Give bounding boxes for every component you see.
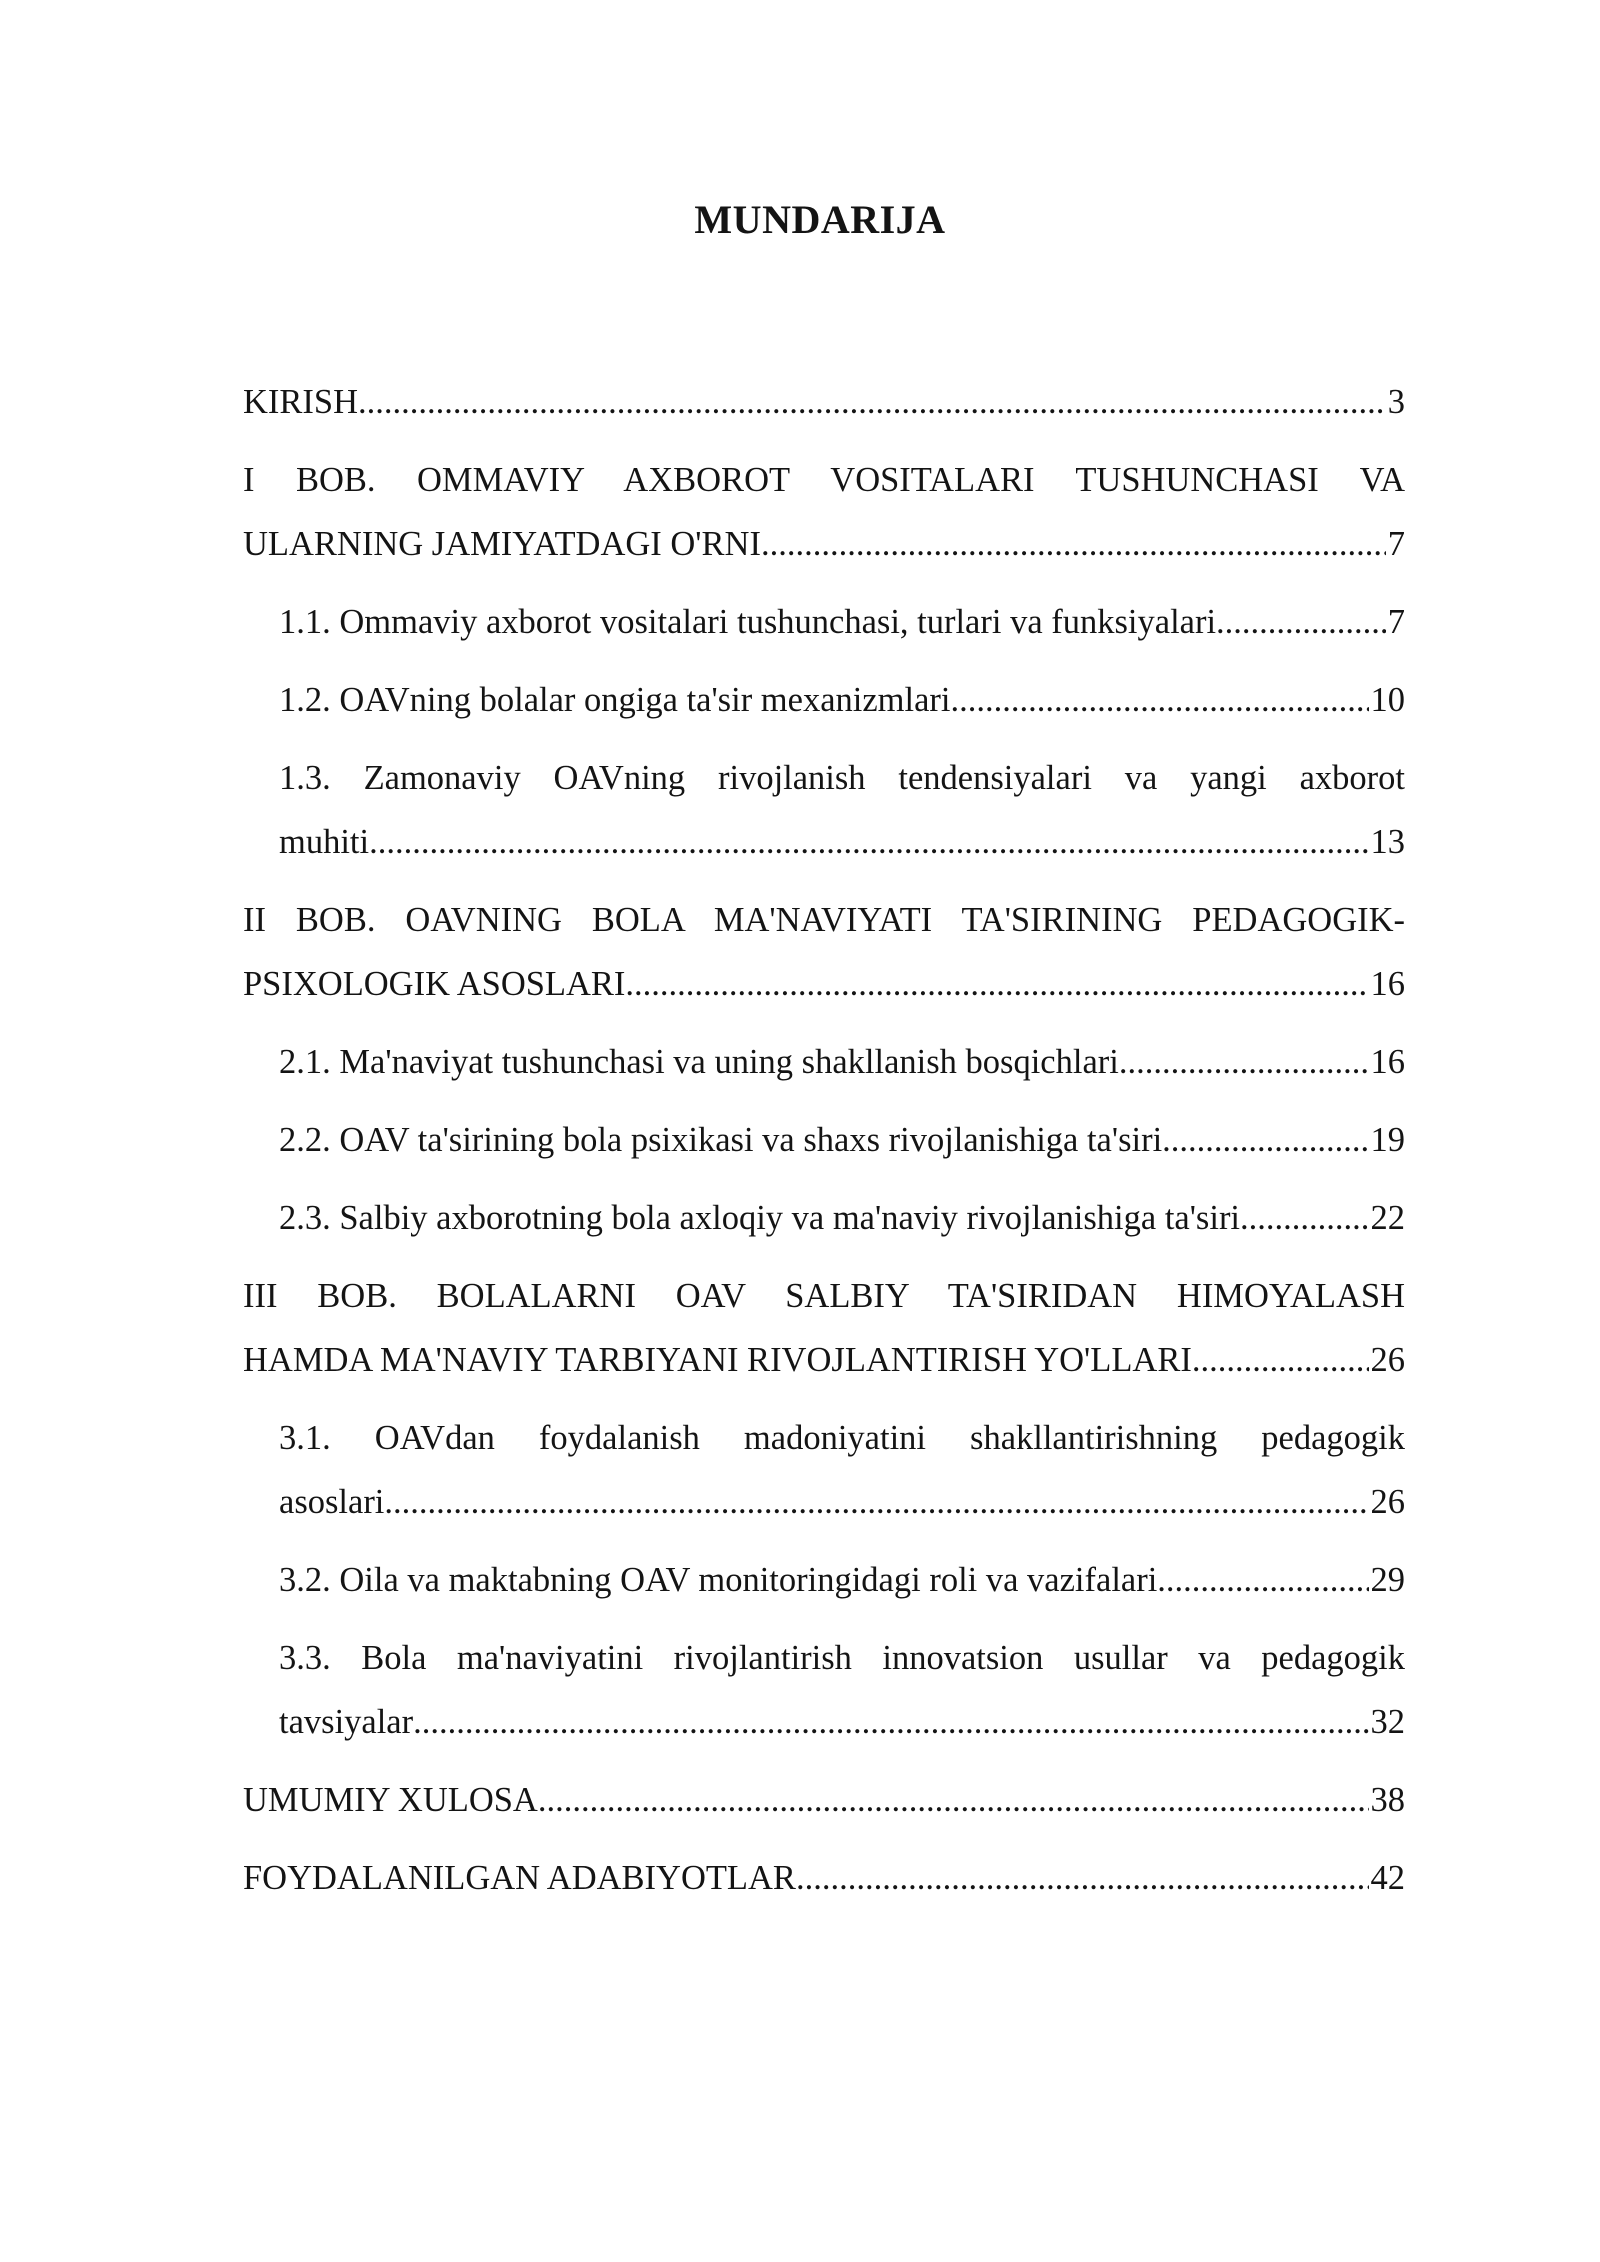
toc-entry-section-2-3[interactable] — [243, 1186, 1405, 1250]
toc-leader-dots — [1162, 1108, 1368, 1172]
toc-page-number: 29 — [1370, 1561, 1405, 1599]
toc-leader-dots — [1240, 1186, 1368, 1250]
toc-page-number: 19 — [1370, 1121, 1405, 1159]
toc-entry-kirish[interactable] — [243, 370, 1405, 434]
toc-leader-dots — [358, 370, 1386, 434]
toc-entry-references[interactable] — [243, 1846, 1405, 1910]
toc-entry-section-3-2[interactable] — [243, 1548, 1405, 1612]
toc-entry-title: HAMDA MA'NAVIY TARBIYANI RIVOJLANTIRISH YO'LLARI — [243, 1341, 1192, 1379]
toc-leader-dots — [796, 1846, 1369, 1910]
toc-page-number: 7 — [1387, 525, 1405, 563]
toc-entry-section-2-1[interactable] — [243, 1030, 1405, 1094]
toc-entry-title-line: I BOB. OMMAVIY AXBOROT VOSITALARI TUSHUNCHASI VA — [243, 461, 1405, 499]
toc-entry-title-line: II BOB. OAVNING BOLA MA'NAVIYATI TA'SIRINING PEDAGOGIK- — [243, 901, 1405, 939]
toc-entry-section-1-2[interactable] — [243, 668, 1405, 732]
toc-leader-dots — [1216, 590, 1386, 654]
toc-entry-section-1-3[interactable] — [243, 746, 1405, 874]
toc-entry-title: asoslari — [279, 1483, 385, 1521]
toc-entry-title: FOYDALANILGAN ADABIYOTLAR — [243, 1859, 796, 1897]
toc-entry-title: 1.1. Ommaviy axborot vositalari tushunchasi, turlari va funksiyalari — [279, 603, 1217, 641]
toc-entry-chapter-2[interactable] — [243, 888, 1405, 1016]
toc-leader-dots — [384, 1470, 1368, 1534]
toc-leader-dots — [950, 668, 1368, 732]
toc-page-number: 26 — [1370, 1483, 1405, 1521]
page-title: MUNDARIJA — [694, 197, 946, 242]
toc-leader-dots — [538, 1768, 1369, 1832]
toc-entry-title: KIRISH — [243, 383, 359, 421]
toc-leader-dots — [369, 810, 1368, 874]
toc-page-number: 13 — [1370, 823, 1405, 861]
toc-entry-chapter-3[interactable] — [243, 1264, 1405, 1392]
toc-page-number: 22 — [1370, 1199, 1405, 1237]
toc-leader-dots — [625, 952, 1368, 1016]
toc-page-number: 42 — [1370, 1859, 1405, 1897]
toc-page-number: 26 — [1370, 1341, 1405, 1379]
toc-page-number: 38 — [1370, 1781, 1405, 1819]
toc-entry-title: 2.2. OAV ta'sirining bola psixikasi va shaxs rivojlanishiga ta'siri — [279, 1121, 1163, 1159]
toc-entry-title: 1.2. OAVning bolalar ongiga ta'sir mexanizmlari — [279, 681, 951, 719]
toc-entry-title-line: 3.3. Bola ma'naviyatini rivojlantirish innovatsion usullar va pedagogik — [279, 1639, 1405, 1677]
toc-entry-title-line: 1.3. Zamonaviy OAVning rivojlanish tendensiyalari va yangi axborot — [279, 759, 1405, 797]
toc-leader-dots — [761, 512, 1386, 576]
toc-page-number: 16 — [1370, 1043, 1405, 1081]
toc-entry-title: tavsiyalar — [279, 1703, 414, 1741]
toc-leader-dots — [1119, 1030, 1369, 1094]
toc-entry-title: muhiti — [279, 823, 370, 861]
toc-leader-dots — [1192, 1328, 1369, 1392]
toc-page-number: 7 — [1387, 603, 1405, 641]
toc-page-number: 16 — [1370, 965, 1405, 1003]
toc-entry-section-1-1[interactable] — [243, 590, 1405, 654]
toc-leader-dots — [1157, 1548, 1368, 1612]
toc-page-number: 32 — [1370, 1703, 1405, 1741]
toc-entry-title: PSIXOLOGIK ASOSLARI — [243, 965, 626, 1003]
toc-entry-chapter-1[interactable] — [243, 448, 1405, 576]
toc-entry-title: 2.3. Salbiy axborotning bola axloqiy va ma'naviy rivojlanishiga ta'siri — [279, 1199, 1241, 1237]
toc-entry-section-2-2[interactable] — [243, 1108, 1405, 1172]
table-of-contents — [243, 370, 1405, 1924]
toc-entry-title-line: III BOB. BOLALARNI OAV SALBIY TA'SIRIDAN HIMOYALASH — [243, 1277, 1405, 1315]
toc-leader-dots — [413, 1690, 1368, 1754]
toc-page-number: 10 — [1370, 681, 1405, 719]
toc-entry-title-line: 3.1. OAVdan foydalanish madoniyatini shakllantirishning pedagogik — [279, 1419, 1405, 1457]
toc-entry-title: 2.1. Ma'naviyat tushunchasi va uning shakllanish bosqichlari — [279, 1043, 1119, 1081]
toc-page-number: 3 — [1387, 383, 1405, 421]
toc-entry-section-3-1[interactable] — [243, 1406, 1405, 1534]
toc-entry-conclusion[interactable] — [243, 1768, 1405, 1832]
toc-entry-title: 3.2. Oila va maktabning OAV monitoringidagi roli va vazifalari — [279, 1561, 1158, 1599]
toc-entry-title: UMUMIY XULOSA — [243, 1781, 538, 1819]
toc-entry-section-3-3[interactable] — [243, 1626, 1405, 1754]
toc-entry-title: ULARNING JAMIYATDAGI O'RNI — [243, 525, 761, 563]
